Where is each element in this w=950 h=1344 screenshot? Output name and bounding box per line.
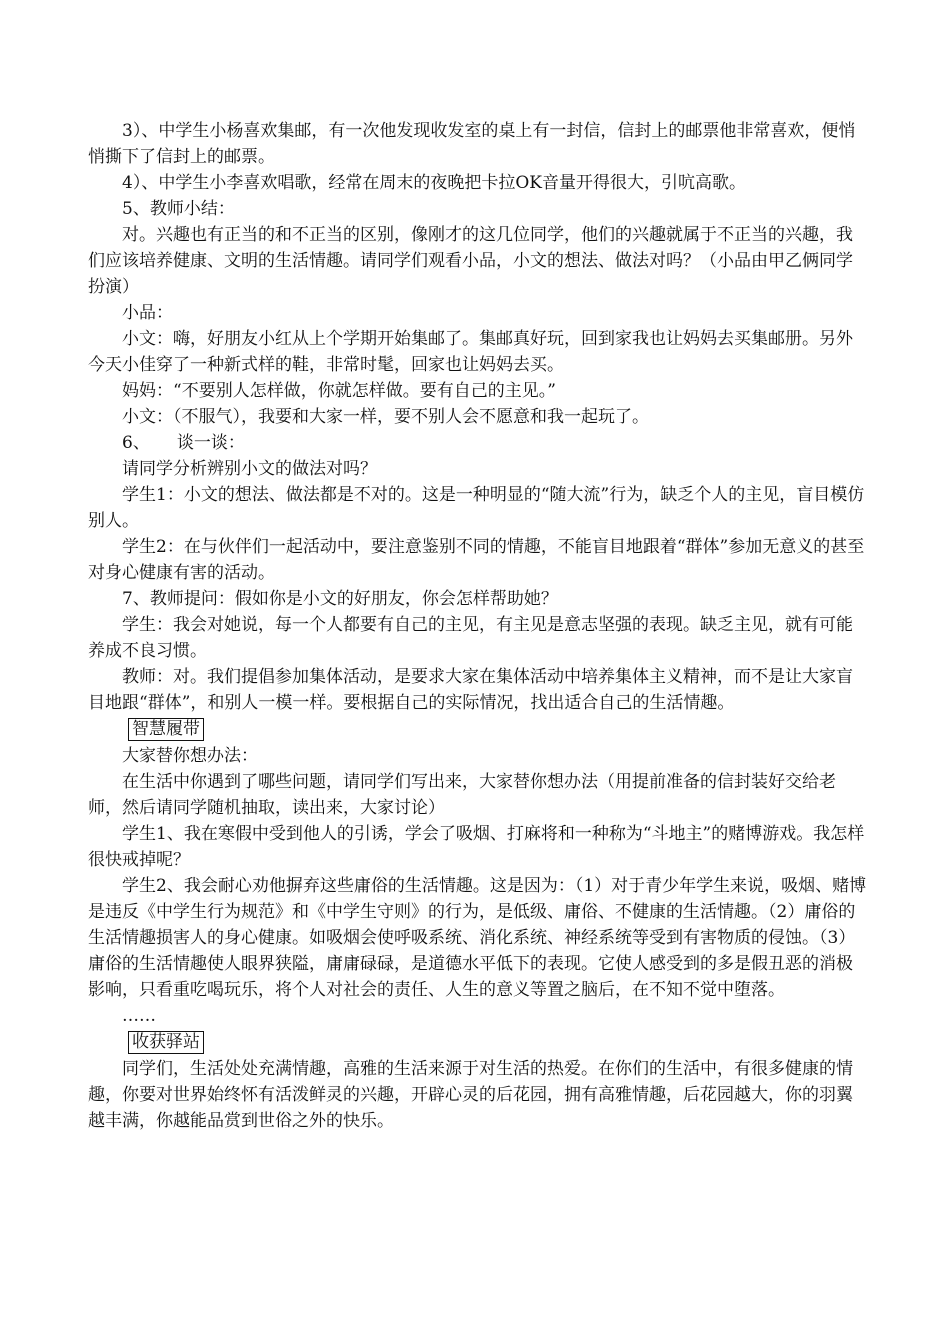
document-body <box>88 118 868 1134</box>
paragraph: 大家替你想办法： <box>122 746 258 766</box>
paragraph: 对。兴趣也有正当的和不正当的区别，像刚才的这几位同学，他们的兴趣就属于不正当的兴趣，我们应该培养健康、文明的生活情趣。请同学们观看小品，小文的想法、做法对吗？（小品由甲乙俩同学扮演） <box>88 225 853 297</box>
paragraph: 学生2：在与伙伴们一起活动中，要注意鉴别不同的情趣，不能盲目地跟着“群体”参加无意义的甚至对身心健康有害的活动。 <box>88 537 865 583</box>
paragraph: 7、教师提问：假如你是小文的好朋友，你会怎样帮助她？ <box>122 589 558 609</box>
paragraph: …… <box>122 1006 156 1026</box>
paragraph: 请同学分析辨别小文的做法对吗？ <box>122 459 377 479</box>
paragraph: 在生活中你遇到了哪些问题，请同学们写出来，大家替你想办法（用提前准备的信封装好交给老师，然后请同学随机抽取，读出来，大家讨论） <box>88 772 836 818</box>
paragraph: 小文：（不服气），我要和大家一样，要不别人会不愿意和我一起玩了。 <box>122 407 649 427</box>
paragraph: 教师：对。我们提倡参加集体活动，是要求大家在集体活动中培养集体主义精神，而不是让大家盲目地跟“群体”，和别人一模一样。要根据自己的实际情况，找出适合自己的生活情趣。 <box>88 667 853 713</box>
paragraph: 4）、中学生小李喜欢唱歌，经常在周末的夜晚把卡拉OK音量开得很大，引吭高歌。 <box>122 173 746 193</box>
paragraph: 小品： <box>122 303 173 323</box>
paragraph: 3）、中学生小杨喜欢集邮，有一次他发现收发室的桌上有一封信，信封上的邮票他非常喜欢，便悄悄撕下了信封上的邮票。 <box>88 121 856 167</box>
paragraph: 妈妈：“不要别人怎样做，你就怎样做。要有自己的主见。” <box>122 381 556 401</box>
paragraph: 同学们，生活处处充满情趣，高雅的生活来源于对生活的热爱。在你们的生活中，有很多健康的情趣，你要对世界始终怀有活泼鲜灵的兴趣，开辟心灵的后花园，拥有高雅情趣，后花园越大，你的羽翼越丰满，你越能品赏到世俗之外的快乐。 <box>88 1059 853 1131</box>
paragraph: 学生1：小文的想法、做法都是不对的。这是一种明显的“随大流”行为，缺乏个人的主见，盲目模仿别人。 <box>88 485 865 531</box>
section-heading-label: 智慧履带 <box>128 718 204 741</box>
paragraph: 5、教师小结： <box>122 199 235 219</box>
paragraph: 学生2、我会耐心劝他摒弃这些庸俗的生活情趣。这是因为：（1）对于青少年学生来说，吸烟、赌博是违反《中学生行为规范》和《中学生守则》的行为，是低级、庸俗、不健康的生活情趣。（2）庸俗的生活情趣损害人的身心健康。如吸烟会使呼吸系统、消化系统、神经系统等受到有害物质的侵蚀。（3）庸俗的生活情趣使人眼界狭隘，庸庸碌碌，是道德水平低下的表现。它使人感受到的多是假丑恶的消极影响，只看重吃喝玩乐，将个人对社会的责任、人生的意义等置之脑后，在不知不觉中堕落。 <box>88 876 867 1000</box>
section-heading <box>88 716 868 743</box>
section-heading-label: 收获驿站 <box>128 1031 204 1054</box>
paragraph: 学生：我会对她说，每一个人都要有自己的主见，有主见是意志坚强的表现。缺乏主见，就有可能养成不良习惯。 <box>88 615 853 661</box>
paragraph: 6、 谈一谈： <box>122 433 245 453</box>
section-heading <box>88 1029 868 1056</box>
paragraph: 学生1、我在寒假中受到他人的引诱，学会了吸烟、打麻将和一种称为“斗地主”的赌博游戏。我怎样很快戒掉呢？ <box>88 824 865 870</box>
paragraph: 小文：嗨，好朋友小红从上个学期开始集邮了。集邮真好玩，回到家我也让妈妈去买集邮册。另外今天小佳穿了一种新式样的鞋，非常时髦，回家也让妈妈去买。 <box>88 329 853 375</box>
